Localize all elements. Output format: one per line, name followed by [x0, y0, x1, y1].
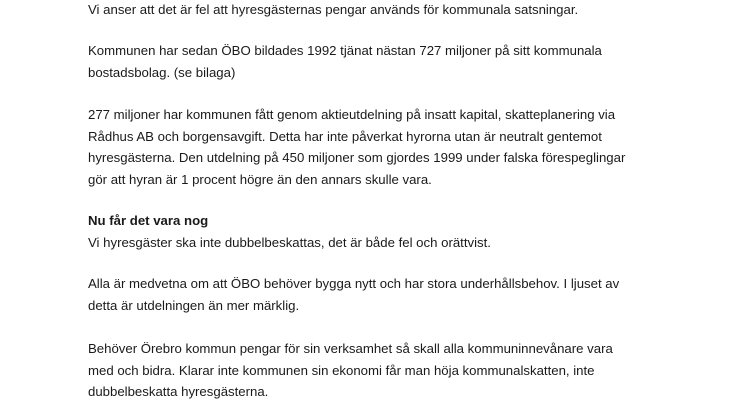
text-line: Behöver Örebro kommun pengar för sin verksamhet så skall alla kommuninnevånare vara: [88, 341, 613, 356]
text-line: med och bidra. Klarar inte kommunen sin ekonomi får man höja kommunalskatten, inte: [88, 362, 595, 378]
text-line: Alla är medvetna om att ÖBO behöver bygga nytt och har stora underhållsbehov. I ljuset av: [88, 276, 620, 291]
paragraph-3: [88, 104, 625, 190]
text-line: Kommunen har sedan ÖBO bildades 1992 tjänat nästan 727 miljoner på sitt kommunala: [88, 43, 602, 58]
text-line: hyresgästerna. Den utdelning på 450 miljoner som gjordes 1999 under falska förespeglingar: [88, 150, 626, 165]
text-line: Vi anser att det är fel att hyresgästernas pengar används för kommunala satsningar.: [88, 2, 579, 17]
text-line: gör att hyran är 1 procent högre än den annars skulle vara.: [88, 171, 432, 187]
section-heading: Nu får det vara nog: [88, 213, 209, 228]
text-line: Vi hyresgäster ska inte dubbelbeskattas, det är både fel och orättvist.: [88, 234, 491, 250]
text-line: dubbelbeskatta hyresgästerna.: [88, 384, 269, 399]
paragraph-1: [88, 0, 578, 21]
paragraph-4: [88, 210, 491, 253]
text-line: Rådhus AB och borgensavgift. Detta har inte påverkat hyrorna utan är neutralt gentemot: [88, 128, 602, 144]
text-line: detta är utdelningen än mer märklig.: [88, 297, 300, 313]
text-line: bostadsbolag. (se bilaga): [88, 64, 236, 80]
paragraph-5: [88, 273, 619, 316]
paragraph-6: [88, 338, 613, 403]
text-line: 277 miljoner har kommunen fått genom aktieutdelning på insatt kapital, skatteplanering via: [88, 107, 616, 122]
paragraph-2: [88, 40, 602, 83]
